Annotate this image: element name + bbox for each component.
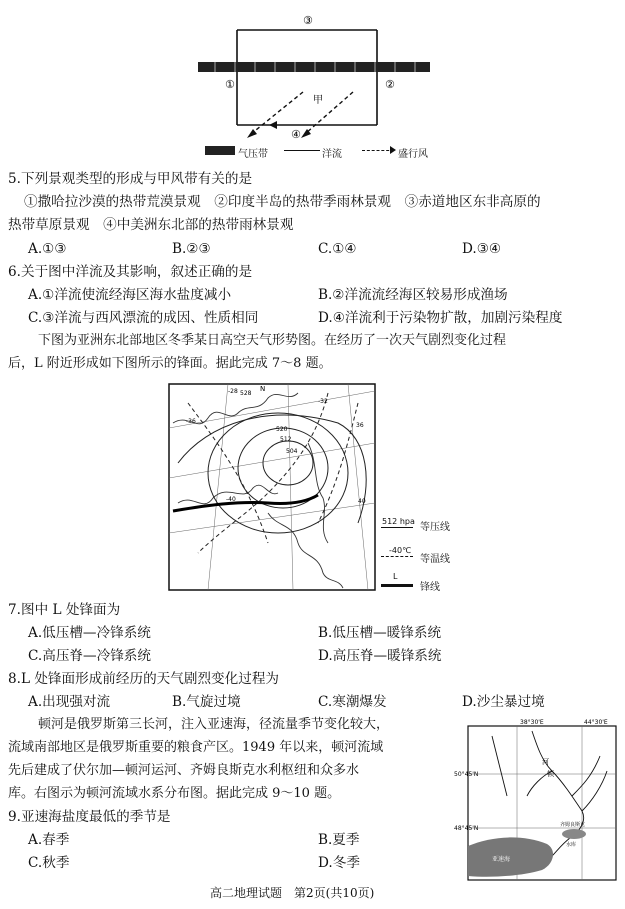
legend-front-label: 锋线 bbox=[420, 582, 440, 593]
pressure-belt-diagram bbox=[195, 10, 435, 160]
legend-current-swatch bbox=[284, 150, 320, 151]
legend-front-sample: L bbox=[393, 572, 398, 581]
q9-stem: 9.亚速海盐度最低的季节是 bbox=[8, 809, 171, 825]
place-label: 水库 bbox=[566, 842, 577, 848]
north-label: N bbox=[260, 385, 266, 393]
intro910-line1: 顿河是俄罗斯第三长河，注入亚速海，径流量季节变化较大， bbox=[38, 717, 390, 732]
q6-option-b[interactable]: B.②洋流流经海区较易形成渔场 bbox=[318, 287, 508, 303]
q7-option-a[interactable]: A.低压槽—冷锋系统 bbox=[28, 625, 151, 641]
q8-option-a[interactable]: A.出现强对流 bbox=[28, 694, 111, 710]
q6-option-a[interactable]: A.①洋流使流经海区海水盐度减小 bbox=[28, 287, 232, 303]
q9-option-b[interactable]: B.夏季 bbox=[318, 832, 360, 848]
legend-wind-label: 盛行风 bbox=[398, 149, 428, 160]
intro78-line1: 下图为亚洲东北部地区冬季某日高空天气形势图。在经历了一次天气剧烈变化过程 bbox=[38, 333, 507, 348]
contour-label: 528 bbox=[240, 390, 252, 397]
contour-label: -32 bbox=[318, 398, 328, 405]
q7-option-c[interactable]: C.高压脊—冷锋系统 bbox=[28, 648, 151, 664]
legend-isobar-swatch bbox=[381, 527, 413, 528]
place-label: 顿 bbox=[547, 770, 554, 778]
contour-label: 512 bbox=[280, 436, 292, 443]
q5-line2: 热带草原景观 ④中美洲东北部的热带雨林景观 bbox=[8, 217, 294, 233]
legend-isotherm-sample: -40℃ bbox=[389, 546, 412, 555]
contour-label: 520 bbox=[276, 426, 288, 433]
q5-option-b[interactable]: B.②③ bbox=[172, 241, 211, 257]
q7-option-b[interactable]: B.低压槽—暖锋系统 bbox=[318, 625, 442, 641]
legend-isotherm-swatch bbox=[381, 556, 413, 557]
ocean-current-loop bbox=[237, 30, 377, 125]
q9-option-c[interactable]: C.秋季 bbox=[28, 855, 70, 871]
page-footer: 高二地理试题 第2页(共10页) bbox=[210, 886, 375, 900]
q8-stem: 8.L 处锋面形成前经历的天气剧烈变化过程为 bbox=[8, 671, 280, 687]
q5-stem: 5.下列景观类型的形成与甲风带有关的是 bbox=[8, 171, 253, 187]
contour-label: 40 bbox=[358, 498, 366, 505]
q8-option-d[interactable]: D.沙尘暴过境 bbox=[462, 694, 545, 710]
legend-pressure-swatch bbox=[205, 146, 235, 155]
label-3: ③ bbox=[303, 14, 313, 27]
q6-stem: 6.关于图中洋流及其影响，叙述正确的是 bbox=[8, 264, 253, 280]
contour-label: -36 bbox=[186, 418, 196, 425]
legend-current-label: 洋流 bbox=[322, 149, 342, 160]
legend-pressure-label: 气压带 bbox=[238, 149, 268, 160]
q7-option-d[interactable]: D.高压脊—暖锋系统 bbox=[318, 648, 442, 664]
tsimlyansk-reservoir bbox=[562, 829, 586, 839]
legend-isobar-sample: 512 hpa bbox=[382, 517, 415, 526]
intro78-line2: 后，L 附近形成如下图所示的锋面。据此完成 7～8 题。 bbox=[8, 356, 332, 371]
q9-option-d[interactable]: D.冬季 bbox=[318, 855, 360, 871]
intro910-line2: 流域南部地区是俄罗斯重要的粮食产区。1949 年以来，顿河流域 bbox=[8, 740, 384, 755]
legend-front-swatch bbox=[381, 584, 413, 587]
contour-label: -28 bbox=[228, 388, 238, 395]
q8-option-b[interactable]: B.气旋过境 bbox=[172, 694, 241, 710]
lat-label: 48°45'N bbox=[454, 825, 479, 832]
label-4: ④ bbox=[291, 128, 301, 141]
q6-option-c[interactable]: C.③洋流与西风漂流的成因、性质相同 bbox=[28, 310, 259, 326]
q5-option-c[interactable]: C.①④ bbox=[318, 241, 357, 257]
lon-label: 44°30'E bbox=[584, 719, 608, 726]
legend-isobar-label: 等压线 bbox=[420, 522, 450, 533]
q9-option-a[interactable]: A.春季 bbox=[28, 832, 70, 848]
label-jia: 甲 bbox=[313, 95, 323, 106]
place-label: 齐姆良斯克 bbox=[560, 822, 586, 828]
q5-line1: ①撒哈拉沙漠的热带荒漠景观 ②印度半岛的热带季雨林景观 ③赤道地区东非高原的 bbox=[24, 194, 541, 210]
q5-option-d[interactable]: D.③④ bbox=[462, 241, 502, 257]
legend-wind-arrowhead bbox=[390, 146, 396, 154]
q6-option-d[interactable]: D.④洋流利于污染物扩散，加剧污染程度 bbox=[318, 310, 563, 326]
contour-label: 36 bbox=[356, 422, 364, 429]
intro910-line3: 先后建成了伏尔加—顿河运河、齐姆良斯克水利枢纽和众多水 bbox=[8, 763, 360, 778]
q5-option-a[interactable]: A.①③ bbox=[28, 241, 67, 257]
q7-stem: 7.图中 L 处锋面为 bbox=[8, 602, 121, 618]
place-label: 亚速海 bbox=[492, 856, 511, 863]
intro910-line4: 库。右图示为顿河流域水系分布图。据此完成 9～10 题。 bbox=[8, 786, 341, 801]
legend-isotherm-label: 等温线 bbox=[420, 554, 450, 565]
lon-label: 38°30'E bbox=[520, 719, 544, 726]
contour-label: -40 bbox=[226, 496, 236, 503]
weather-map bbox=[168, 383, 376, 591]
label-1: ① bbox=[225, 78, 235, 91]
place-label: 河 bbox=[542, 758, 549, 766]
q8-option-c[interactable]: C.寒潮爆发 bbox=[318, 694, 387, 710]
label-2: ② bbox=[385, 78, 395, 91]
contour-label: 504 bbox=[286, 448, 298, 455]
lat-label: 50°45'N bbox=[454, 771, 479, 778]
don-river-map bbox=[454, 716, 620, 886]
